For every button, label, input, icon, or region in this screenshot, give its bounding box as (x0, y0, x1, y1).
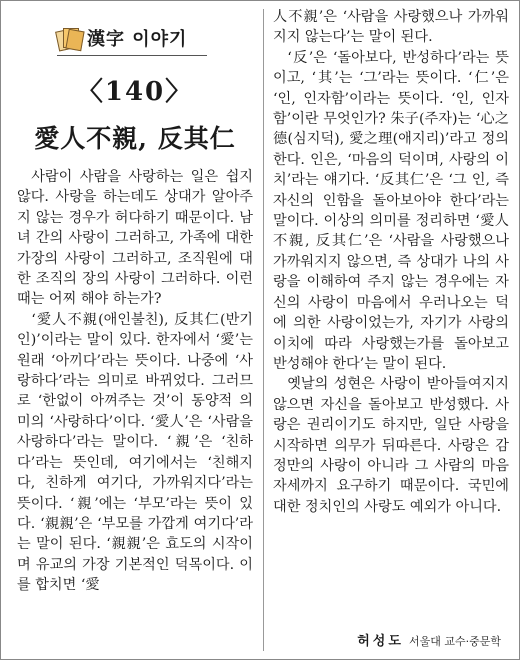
header-rule (57, 55, 207, 56)
byline (357, 630, 501, 649)
headline: 愛人不親, 反其仁 (34, 124, 236, 153)
issue-number: 〈140〉 (76, 77, 194, 107)
paragraph: ‘愛人不親(애인불친), 反其仁(반기인)’이라는 말이 있다. 한자에서 ‘愛’는 원래 ‘아끼다’라는 뜻이다. 나중에 ‘사랑하다’라는 의미로 바뀌었다. 그러므로 ‘한없이 아껴주는 것’이 동양적 의미의 ‘사랑하다’이다. ‘愛人’은 ‘사람을 사랑하다’라는 말이다. ‘親’은 ‘친하다’라는 뜻인데, 여기에서는 ‘친해지다, 친하게 여기다, 가까워지다’라는 뜻이다. ‘親’에는 ‘부모’라는 뜻이 있다. ‘親親’은 ‘부모를 가깝게 여기다’라는 말이 된다. ‘親親’은 효도의 시작이며 유교의 가장 기본적인 덕목이다. 이를 합치면 ‘愛 (17, 311, 253, 594)
column-divider (263, 9, 264, 651)
paragraph: ‘反’은 ‘돌아보다, 반성하다’라는 뜻이고, ‘其’는 ‘그’라는 뜻이다. ‘仁’은 ‘인, 인자함’이라는 뜻이다. ‘인, 인자함’이란 무엇인가? 朱子(주자)는 ‘心之德(심지덕), 愛之理(애지리)’라고 정의한다. 인은, ‘마음의 덕이며, 사랑의 이치’라는 얘기다. ‘反其仁’은 ‘그 인, 즉 자신의 인함을 돌아보아야 한다’라는 말이다. 이상의 의미를 정리하면 ‘愛人不親, 反其仁’은 ‘사람을 사랑했으나 가까워지지 않으면, 즉 상대가 나의 사랑을 이해하여 주지 않는 경우에는 자신의 사랑이 마음에서 우러나오는 덕에 의한 사랑이었는가, 자기가 사랑의 이치에 따라 사랑했는가를 돌아보고 반성해야 한다’는 말이 된다. (273, 49, 509, 372)
paragraph: 옛날의 성현은 사랑이 받아들여지지 않으면 자신을 돌아보고 반성했다. 사랑은 권리이기도 하지만, 일단 사랑을 시작하면 의무가 뒤따른다. 사랑은 감정만의 사랑이 아니라 그 사람의 마음 자세까지 요구하기 때문이다. 국민에 대한 정치인의 사랑도 예외가 아니다. (273, 376, 509, 515)
right-column (273, 1, 509, 659)
paragraph: 사람이 사람을 사랑하는 일은 쉽지 않다. 사랑을 하는데도 상대가 알아주지 않는 경우가 허다하기 때문이다. 남녀 간의 사랑이 그러하고, 가족에 대한 가장의 사랑이 그러하고, 조직원에 대한 조직의 장의 사랑이 그러하다. 이런 때는 어찌 해야 하는가? (17, 169, 253, 308)
left-column (17, 1, 253, 659)
author-name: 허성도 (357, 634, 404, 649)
series-title: 漢字 이야기 (87, 29, 188, 50)
stacked-pages-icon (57, 26, 81, 50)
article-body-left (17, 167, 253, 596)
author-affiliation: 서울대 교수·중문학 (408, 635, 501, 648)
series-header (57, 23, 187, 53)
article-body-right (273, 7, 509, 517)
paragraph: 人不親’은 ‘사람을 사랑했으나 가까워지지 않는다’는 말이 된다. (273, 9, 509, 46)
